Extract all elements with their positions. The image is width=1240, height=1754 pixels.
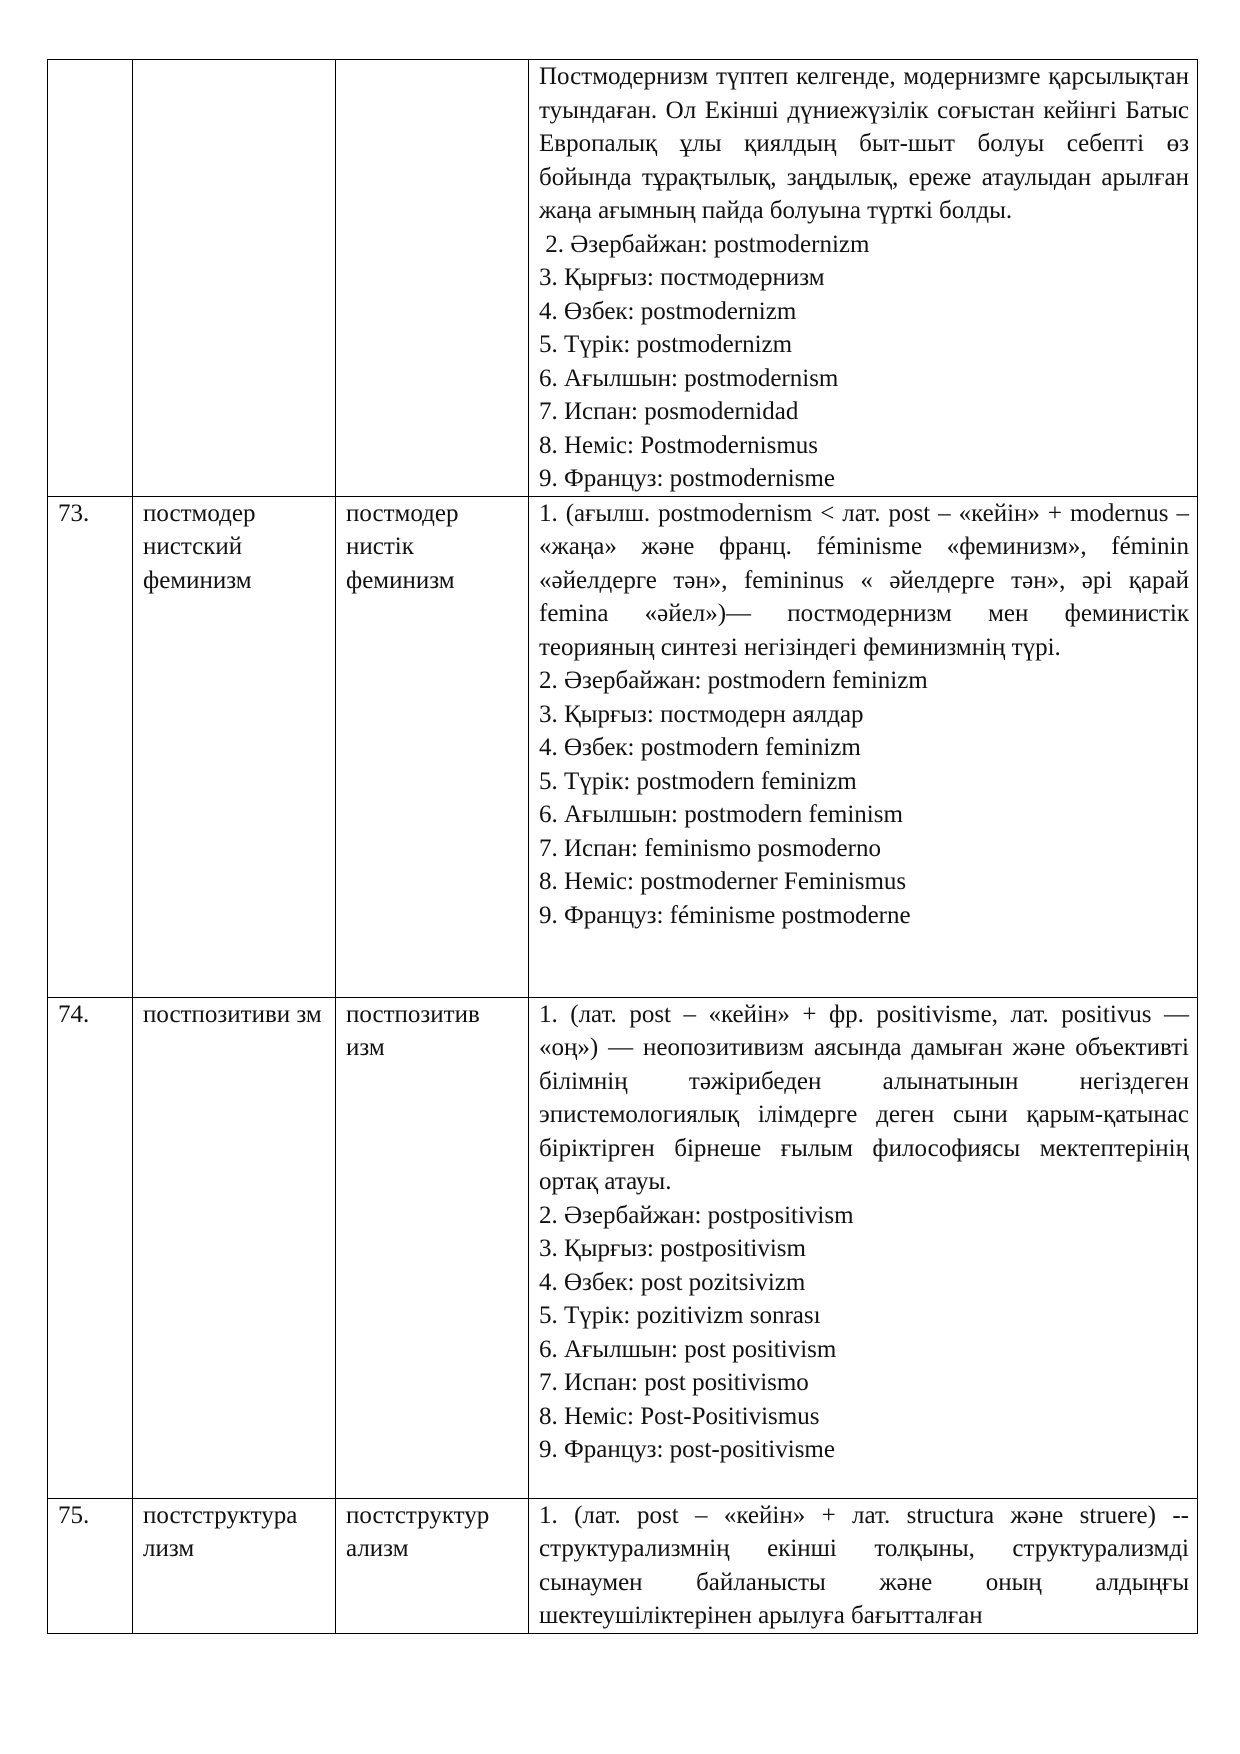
translation-line: 2. Әзербайжан: postmodern feminizm — [539, 667, 928, 694]
term-definition: Постмодернизм түптеп келгенде, модернизмге қарсылықтан туындаған. Ол Екінші дүниежүзілік соғыстан кейінгі Батыс Европалық ұлы қиялдың быт-шыт болуы себепті өз бойында тұрақтылық, заңдылық, ереже атаулыдан арылған жаңа ағымның пайда болуына түрткі болды. — [539, 63, 1189, 224]
term-russian — [133, 60, 336, 497]
term-definition-cell — [529, 60, 1198, 497]
translation-line: 8. Неміс: postmoderner Feminismus — [539, 868, 907, 895]
term-definition: 1. (ағылш. postmodernism < лат. post – «кейін» + modernus – «жаңа» және франц. féminisme «феминизм», féminin «әйелдерге тән», femininus « әйелдерге тән», әрі қарай femina «әйел»)— постмодернизм мен феминистік теорияның синтезі негізіндегі феминизмнің түрі. — [539, 499, 1189, 661]
translation-line: 9. Француз: féminisme postmoderne — [539, 901, 911, 929]
translation-line: 7. Испан: post positivismo — [539, 1369, 809, 1396]
translation-line: 2. Әзербайжан: postmodernizm — [539, 230, 870, 258]
translation-line: 8. Неміс: Postmodernismus — [539, 431, 819, 459]
glossary-table — [47, 59, 1198, 1634]
term-number — [48, 60, 133, 497]
term-definition: 1. (лат. post – «кейін» + лат. structura және struere) -- структурализмнің екінші толқыны, структурализмді сынаумен байланысты және оның алдыңғы шектеушіліктерінен арылуға бағытталған — [539, 1501, 1189, 1629]
translation-line: 9. Француз: postmodernisme — [539, 465, 835, 492]
translation-line: 4. Өзбек: post pozitsivizm — [539, 1268, 806, 1296]
term-russian: постструктура лизм — [133, 1498, 336, 1633]
term-number: 74. — [48, 997, 133, 1498]
table-row — [48, 60, 1198, 497]
term-definition-cell — [529, 1498, 1198, 1633]
table-row — [48, 997, 1198, 1498]
table-row — [48, 1498, 1198, 1633]
term-kazakh — [336, 60, 529, 497]
translation-line: 6. Ағылшын: postmodern feminism — [539, 801, 903, 828]
translation-line: 7. Испан: feminismo posmoderno — [539, 834, 881, 862]
translation-line: 4. Өзбек: postmodern feminizm — [539, 734, 861, 761]
translation-line: 6. Ағылшын: post positivism — [539, 1335, 837, 1363]
term-kazakh: постпозитив изм — [336, 997, 529, 1498]
term-kazakh: постмодер нистік феминизм — [336, 496, 529, 997]
translation-line: 5. Түрік: postmodern feminizm — [539, 767, 857, 795]
table-row — [48, 496, 1198, 997]
term-russian: постпозитиви зм — [133, 997, 336, 1498]
translation-line: 8. Неміс: Post-Positivismus — [539, 1402, 820, 1430]
translation-line: 5. Түрік: postmodernizm — [539, 331, 793, 358]
term-definition: 1. (лат. post – «кейін» + фр. positivisme, лат. positivus — «оң») — неопозитивизм аясында дамыған және объективті білімнің тәжірибеден алынатынын негіздеген эпистемологиялық ілімдерге деген сыни қарым-қатынас біріктірген бірнеше ғылым философиясы мектептерінің ортақ атауы. — [539, 1000, 1189, 1195]
translation-line: 2. Әзербайжан: postpositivism — [539, 1201, 854, 1229]
translation-line: 3. Қырғыз: постмодернизм — [539, 264, 825, 291]
translation-line: 5. Түрік: pozitivizm sonrası — [539, 1302, 821, 1329]
term-number: 75. — [48, 1498, 133, 1633]
translation-line: 6. Ағылшын: postmodernism — [539, 364, 839, 392]
translation-line: 7. Испан: posmodernidad — [539, 398, 799, 425]
term-russian: постмодер нистский феминизм — [133, 496, 336, 997]
term-definition-cell — [529, 997, 1198, 1498]
glossary-table-body — [48, 60, 1198, 1634]
translation-line: 3. Қырғыз: постмодерн аялдар — [539, 700, 864, 728]
translation-line: 9. Француз: post-positivisme — [539, 1436, 835, 1463]
term-kazakh: постструктур ализм — [336, 1498, 529, 1633]
term-number: 73. — [48, 496, 133, 997]
translation-line: 3. Қырғыз: postpositivism — [539, 1235, 806, 1262]
translation-line: 4. Өзбек: postmodernizm — [539, 297, 797, 325]
term-definition-cell — [529, 496, 1198, 997]
